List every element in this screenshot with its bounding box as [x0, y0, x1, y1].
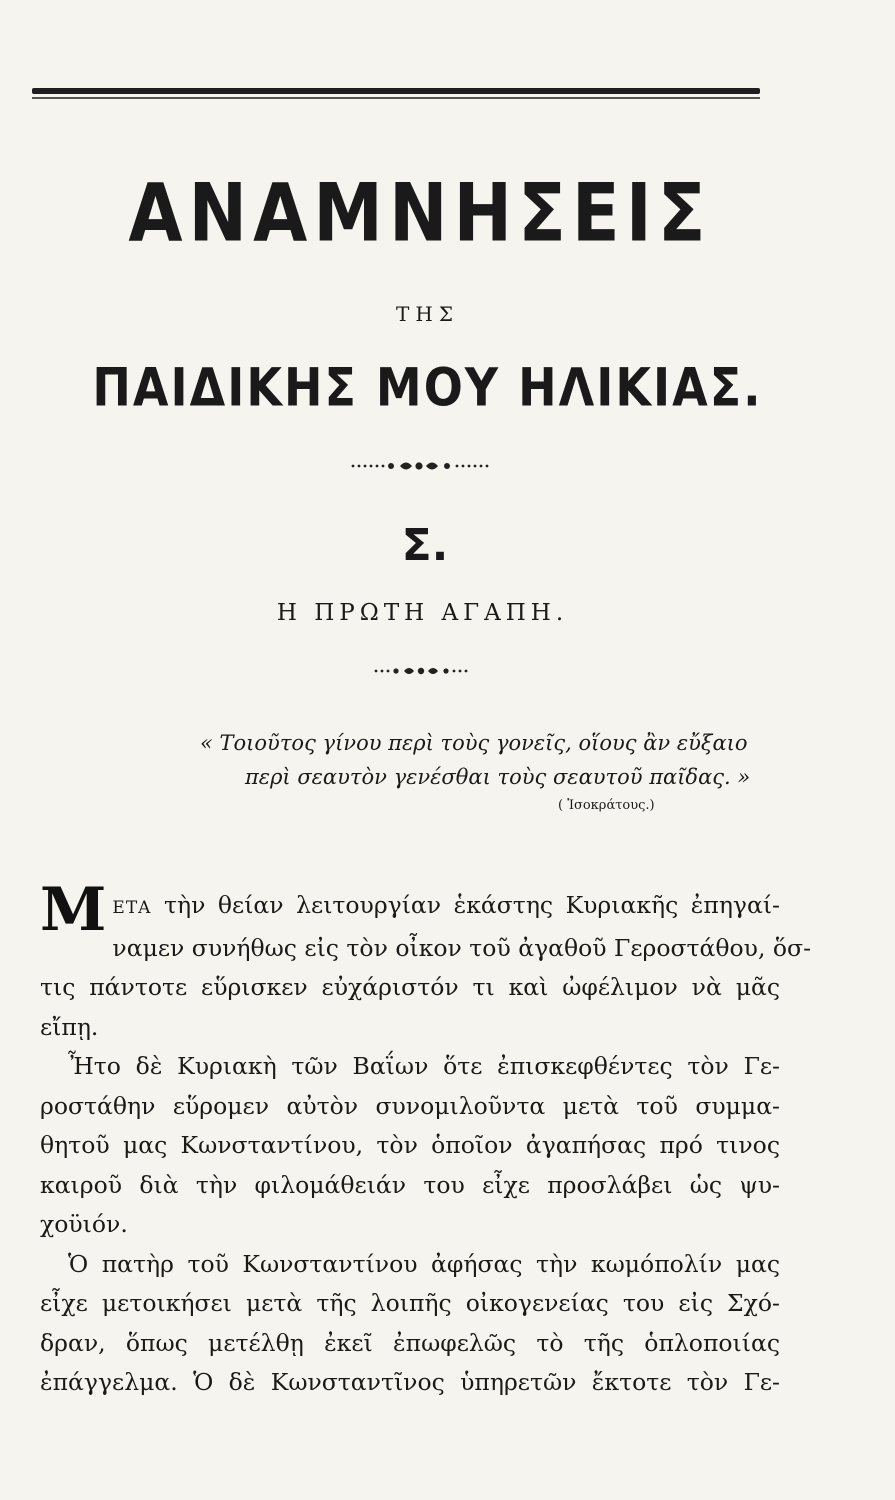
chapter-number: Σ. [401, 520, 449, 571]
small-caps-text: ΕΤΑ [112, 898, 152, 918]
epigraph [200, 726, 800, 794]
text-line: Ἦτο δὲ Κυριακὴ τῶν Βαΐων ὅτε ἐπισκεφθέντες τὸν Γε- [68, 1052, 780, 1080]
chapter-ornament-icon [368, 663, 478, 679]
text-line [40, 875, 780, 945]
header-rule-thin [32, 97, 760, 99]
text-line: Ὁ πατὴρ τοῦ Κωνσταντίνου ἀφήσας τὴν κωμόπολίν μας [68, 1249, 780, 1278]
text-line: τις πάντοτε εὕρισκεν εὐχάριστόν τι καὶ ὠφέλιμον νὰ μᾶς [40, 973, 780, 1001]
text-line: θητοῦ μας Κωνσταντίνου, τὸν ὁποῖον ἀγαπήσας πρό τινος [40, 1131, 780, 1159]
text-line: χοϋιόν. [40, 1210, 128, 1238]
text-span: τὴν θείαν λειτουργίαν ἑκάστης Κυριακῆς ἐπηγαί- [164, 891, 780, 919]
ornament-divider-icon [345, 458, 505, 474]
text-line: ἐπάγγελμα. Ὁ δὲ Κωνσταντῖνος ὑπηρετῶν ἔκτοτε τὸν Γε- [40, 1368, 780, 1396]
text-line: εἶχε μετοικήσει μετὰ τῆς λοιπῆς οἰκογενείας του εἰς Σχό- [40, 1289, 780, 1317]
body-text [40, 875, 812, 1403]
text-line: ροστάθην εὕρομεν αὐτὸν συνομιλοῦντα μετὰ τοῦ συμμα- [40, 1091, 780, 1120]
drop-cap: Μ [40, 875, 107, 945]
text-line: καιροῦ διὰ τὴν φιλομάθειάν του εἶχε προσλάβει ὡς ψυ- [40, 1170, 780, 1199]
ornament-divider [0, 458, 895, 478]
chapter-ornament [0, 663, 895, 683]
epigraph-line-2: περὶ σεαυτὸν γενέσθαι τοὺς σεαυτοῦ παῖδας. » [245, 765, 751, 789]
book-subtitle: ΠΑΙΔΙΚΗΣ ΜΟΥ ΗΛΙΚΙΑΣ. [92, 355, 763, 419]
paragraph-1 [40, 875, 812, 1047]
paragraph-2-cont [40, 1087, 780, 1245]
chapter-title: Η ΠΡΩΤΗ ΑΓΑΠΗ. [276, 600, 569, 626]
text-line: ναμεν συνήθως εἰς τὸν οἶκον τοῦ ἀγαθοῦ Γεροστάθου, ὅσ- [112, 933, 812, 962]
paragraph-2 [40, 1047, 780, 1087]
title-connector: ΤΗΣ [396, 302, 459, 326]
epigraph-source: ( Ἰσοκράτους.) [558, 798, 655, 813]
book-title: ΑΝΑΜΝΗΣΕΙΣ [128, 165, 712, 261]
paragraph-3 [40, 1245, 780, 1285]
text-line: δραν, ὅπως μετέλθῃ ἐκεῖ ἐπωφελῶς τὸ τῆς ὁπλοποιίας [40, 1328, 780, 1357]
text-line: εἴπῃ. [40, 1012, 99, 1041]
paragraph-3-cont [40, 1284, 780, 1403]
header-rule [32, 88, 760, 94]
epigraph-line-1: « Τοιοῦτος γίνου περὶ τοὺς γονεῖς, οἵους ἂν εὔξαιο [200, 731, 748, 755]
